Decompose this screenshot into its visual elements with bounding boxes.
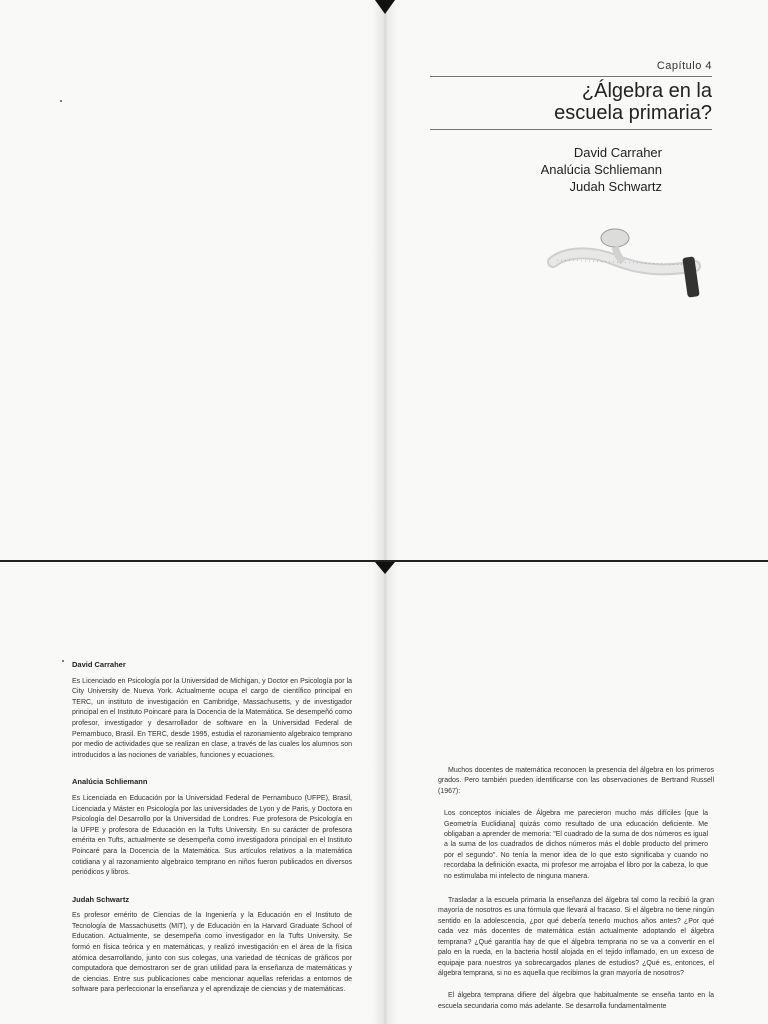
- scan-speck: [60, 100, 62, 102]
- author-name: Judah Schwartz: [569, 179, 662, 194]
- bio-text: Es Licenciada en Educación por la Universidad Federal de Pernambuco (UFPE), Brasil, Licenciada y Máster en Psicología por las universidades de Lyon y de Paris, y Doctora en Psicología del Desarrollo por la Universidad de Londres. Fue profesora de Psicología en la UFPE y profesora de Educación en la Tufts University. En su carácter de profesora emérita en Tufts, actualmente se desempeña como investigadora principal en el Instituto Poincaré para la Docencia de la Matemática. Sus artículos relativos a la matemática cotidiana y al razonamiento algebraico temprano en niños fueron publicados en diversos periódicos y libros.: [72, 794, 352, 877]
- chapter-label: Capítulo 4: [656, 60, 712, 72]
- scan-speck: [62, 660, 64, 662]
- chapter-body-text: [438, 766, 714, 1012]
- body-paragraph: El álgebra temprana difiere del álgebra que habitualmente se enseña tanto en la escuela secundaria como más adelante. Se desarrolla fundamentalmente: [438, 992, 714, 1010]
- binding-mark: [375, 0, 395, 14]
- chapter-rule-bottom: [430, 129, 712, 130]
- author-name: Analúcia Schliemann: [540, 162, 662, 177]
- author-name: David Carraher: [573, 145, 662, 160]
- bio-name: Judah Schwartz: [72, 894, 130, 904]
- bottom-page-spread: [0, 562, 768, 1024]
- measuring-tape-illustration: [545, 222, 715, 302]
- chapter-title-line-1: ¿Álgebra en la: [581, 80, 712, 102]
- chapter-rule-top: [430, 76, 712, 77]
- block-quote: Los conceptos iniciales de Álgebra me parecieron mucho más difíciles [que la Geometría Euclidiana] quizás como resultado de una educación deficiente. Me obligaban a aprender de memoria: "El cuadrado de la suma de dos números es igual a la suma de los cuadrados de dichos números más el doble producto del primero por el segundo". No tenía la menor idea de lo que esto significaba y cuando no recordaba la definición exacta, mi profesor me arrojaba el libro por la cabeza, lo que no estimulaba mi intelecto de ninguna manera.: [444, 810, 708, 880]
- chapter-title: [430, 80, 712, 124]
- bio-name: Analúcia Schliemann: [72, 777, 148, 787]
- author-bios: [72, 660, 352, 1012]
- body-paragraph: Trasladar a la escuela primaria la enseñanza del álgebra tal como la recibió la gran mayoría de nosotros es una fórmula que llevará al fracaso. Si el álgebra no tiene ningún sentido en la adolescencia, ¿por qué debería tenerlo muchos años antes? ¿Por qué cada vez más docentes de matemática están actualmente adoptando el álgebra temprana? ¿Qué garantía hay de que el álgebra temprana no se va a convertir en el palo en la rueda, en la bacteria hostil alojada en el tejido inflamado, en un exceso de equipaje para nuestros ya sobrecargados planes de estudios? ¿Qué es, entonces, el álgebra temprana, si no es aquella que recibimos la gran mayoría de nosotros?: [438, 897, 714, 977]
- body-paragraph: Muchos docentes de matemática reconocen la presencia del álgebra en los primeros grados. Pero también pueden identificarse con las observaciones de Bertrand Russell (1967):: [438, 767, 714, 795]
- book-gutter: [372, 562, 398, 1024]
- bio-text: Es profesor emérito de Ciencias de la Ingeniería y la Educación en el Instituto de Tecnología de Massachusetts (MIT), y de Educación en la Harvard Graduate School of Education. Actualmente, se desempeña como investigador en la Tufts University. Se formó en física teórica y en matemáticas, y realizó investigación en el área de la física atómica desarrollando, junto con sus colegas, una variedad de técnicas de gráficos por computadora que demostraron ser de gran utilidad para la enseñanza de matemáticas y de ciencias. Entre sus publicaciones cabe mencionar aquellas referidas a entornos de software para perfeccionar la enseñanza y el aprendizaje de ciencias y de matemáticas.: [72, 912, 352, 994]
- book-gutter: [372, 0, 398, 560]
- binding-mark: [375, 562, 395, 574]
- bio-text: Es Licenciado en Psicología por la Universidad de Michigan, y Doctor en Psicología por la City University de Nueva York. Actualmente ocupa el cargo de científico principal en TERC, un instituto de investigación en Cambridge, Massachusetts, y de investigador principal en el Instituto Poincaré para la Docencia de la Matemática. Se desempeñó como profesor, investigador y desarrollador de software en la Universidad Federal de Pernambuco, Brasil. En TERC, desde 1995, estudia el razonamiento algebraico temprano por medio de actividades que se realizan en clase, a través de las cuales los alumnos son introducidos a las nociones de variables, funciones y ecuaciones.: [72, 677, 352, 759]
- chapter-title-line-2: escuela primaria?: [554, 102, 712, 124]
- bio-name: David Carraher: [72, 660, 126, 669]
